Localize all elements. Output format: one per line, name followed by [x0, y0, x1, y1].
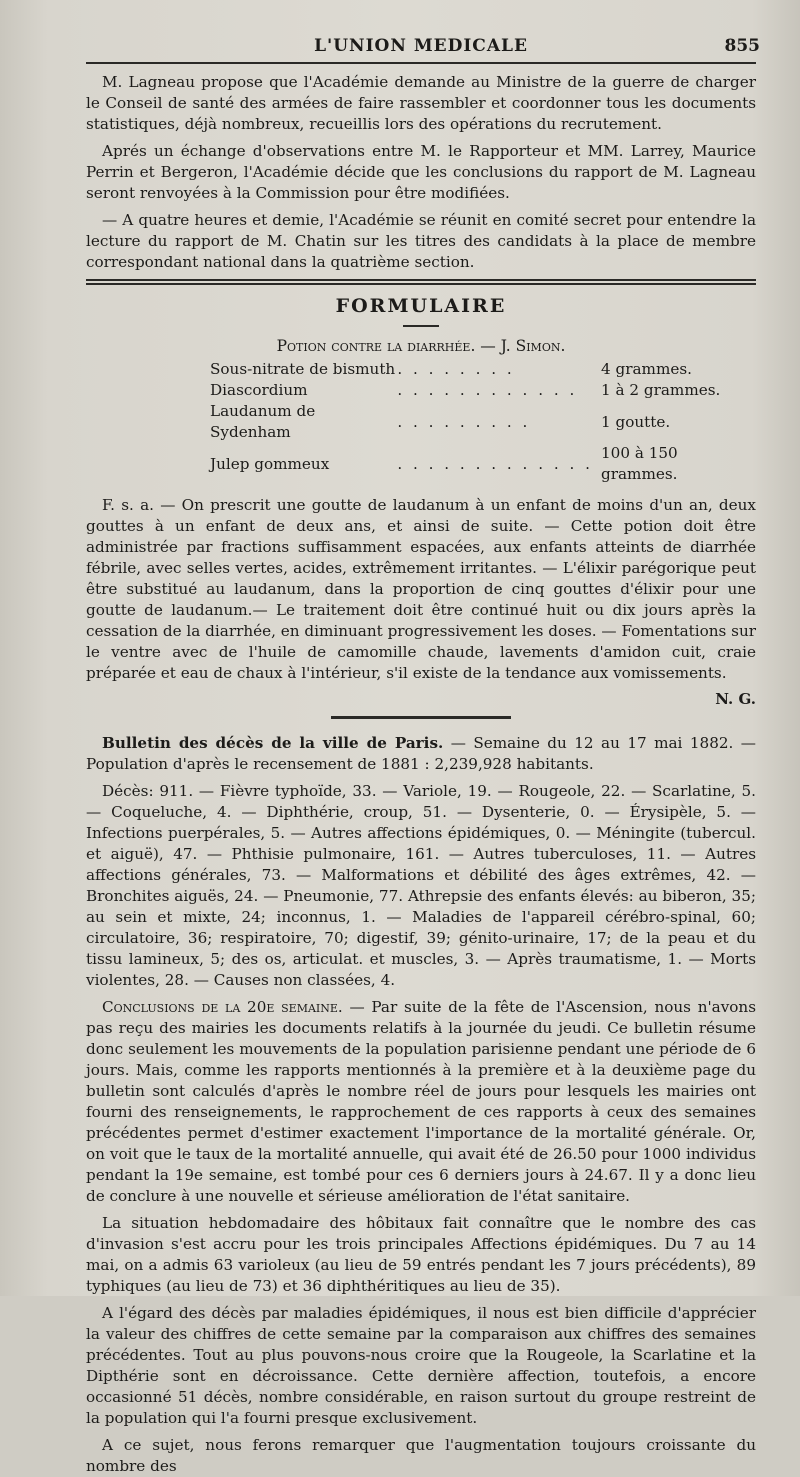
bulletin-heading	[86, 733, 756, 775]
epidemic-paragraph: A l'égard des décès par maladies épidémiques, il nous est bien difficile d'apprécier la valeur des chiffres de cette semaine par la comparaison aux chiffres des semaines précédentes. Tout au plus pouvons-nous croire que la Rougeole, la Scarlatine et la Dipthérie sont en décroissance. Cette dernière affection, toutefois, a encore occasionné 51 décès, nombre considérable, en raison surtout du groupe restreint de la population qui l'a fourni presque exclusivement.	[86, 1304, 756, 1427]
recipe-row	[210, 443, 756, 485]
ingredient: Diascordium	[210, 381, 308, 399]
intro-paragraph: M. Lagneau propose que l'Académie demande au Ministre de la guerre de charger le Conseil de santé des armées de faire rassembler et coordonner tous les documents statistiques, déjà nombreux, recueillis lors des opérations du recrutement.	[86, 73, 756, 133]
author-signature: N. G.	[715, 690, 756, 708]
ingredient: Julep gommeux	[210, 454, 330, 473]
leader-dots: . . . . . . . . . . . .	[397, 381, 578, 399]
closing-line: A ce sujet, nous ferons remarquer que l'augmentation toujours croissante du nombre des	[86, 1436, 756, 1475]
section-divider	[331, 716, 511, 719]
conclusions-paragraph	[86, 997, 756, 1207]
bulletin-subtitle: — Semaine du 12 au 17 mai 1882. — Population d'après le recensement de 1881 : 2,239,928 habitants.	[86, 734, 756, 773]
section-divider	[86, 279, 756, 285]
page-number: 855	[724, 36, 760, 56]
leader-dots: . . . . . . . .	[397, 360, 515, 378]
intro-paragraph: — A quatre heures et demie, l'Académie se réunit en comité secret pour entendre la lecture du rapport de M. Chatin sur les titres des candidats à la place de membre correspondant national dans la quatrième section.	[86, 211, 756, 271]
page-header	[86, 28, 760, 64]
hospital-paragraph: La situation hebdomadaire des hôbitaux fait connaître que le nombre des cas d'invasion s'est accru pour les trois principales Affections épidémiques. Du 7 au 14 mai, on a admis 63 varioleux (au lieu de 59 entrés pendant les 7 jours précédents), 89 typhiques (au lieu de 73) et 36 diphthéritiques au lieu de 35).	[86, 1214, 756, 1295]
recipe-row	[210, 359, 756, 380]
recipe-title: Potion contre la diarrhée. — J. Simon.	[276, 337, 566, 355]
intro-paragraph: Aprés un échange d'observations entre M. le Rapporteur et MM. Larrey, Maurice Perrin et Bergeron, l'Académie décide que les conclusions du rapport de M. Lagneau seront renvoyées à la Commission pour être modifiées.	[86, 142, 756, 202]
heading-rule	[403, 325, 439, 327]
bulletin-title: Bulletin des décès de la ville de Paris.	[102, 734, 444, 752]
recipe-instructions: F. s. a. — On prescrit une goutte de laudanum à un enfant de moins d'un an, deux gouttes à un enfant de deux ans, et ainsi de suite. — Cette potion doit être administrée par fractions suffisamment espacées, aux enfants atteints de diarrhée fébrile, avec selles vertes, acides, extrêmement irritantes. — L'élixir parégorique peut être substitué au laudanum, dans la proportion de cinq gouttes d'élixir pour une goutte de laudanum.— Le traitement doit être continué huit ou dix jours après la cessation de la diarrhée, en diminuant progressivement les doses. — Fomentations sur le ventre avec de l'huile de camomille chaude, lavements d'amidon cuit, craie préparée et eau de chaux à l'intérieur, s'il existe de la tendance aux vomissements.	[86, 496, 756, 682]
dose: 100 à 150 grammes.	[601, 444, 678, 483]
conclusions-text: — Par suite de la fête de l'Ascension, nous n'avons pas reçu des mairies les documents relatifs à la journée du jeudi. Ce bulletin résume donc seulement les mouvements de la population parisienne pendant une période de 6 jours. Mais, comme les rapports mentionnés à la première et à la deuxième page du bulletin sont calculés d'après le nombre réel de jours pour lesquels les mairies ont fourni des renseignements, le rapprochement de ces rapports à ceux des semaines précédentes permet d'estimer exactement l'importance de la mortalité générale. Or, on voit que le taux de la mortalité annuelle, qui avait été de 26.50 pour 1000 individus pendant la 19e semaine, est tombé pour ces 6 derniers jours à 24.67. Il y a donc lieu de conclure à une nouvelle et sérieuse amélioration de l'état sanitaire.	[86, 998, 757, 1205]
leader-dots: . . . . . . . . .	[397, 412, 531, 431]
ingredient: Sous-nitrate de bismuth	[210, 360, 396, 378]
recipe-row	[210, 380, 756, 401]
recipe-table	[210, 359, 756, 485]
dose: 1 goutte.	[601, 412, 671, 431]
recipe-row	[210, 401, 756, 443]
deaths-paragraph: Décès: 911. — Fièvre typhoïde, 33. — Variole, 19. — Rougeole, 22. — Scarlatine, 5. — Coqueluche, 4. — Diphthérie, croup, 51. — Dysenterie, 0. — Érysipèle, 5. — Infections puerpérales, 5. — Autres affections épidémiques, 0. — Méningite (tubercul. et aiguë), 47. — Phthisie pulmonaire, 161. — Autres tuberculoses, 11. — Autres affections générales, 73. — Malformations et débilité des âges extrêmes, 42. — Bronchites aiguës, 24. — Pneumonie, 77. Athrepsie des enfants élevés: au biberon, 35; au sein et mixte, 24; inconnus, 1. — Maladies de l'appareil cérébro-spinal, 60; circulatoire, 36; respiratoire, 70; digestif, 39; génito-urinaire, 17; de la peau et du tissu lamineux, 5; des os, articulat. et muscles, 3. — Après traumatisme, 1. — Morts violentes, 28. — Causes non classées, 4.	[86, 782, 756, 989]
dose: 1 à 2 grammes.	[601, 381, 721, 399]
ingredient: Laudanum de Sydenham	[210, 402, 316, 441]
running-title: L'UNION MEDICALE	[314, 36, 528, 56]
section-heading: FORMULAIRE	[335, 295, 507, 317]
conclusions-label: Conclusions de la 20e semaine.	[102, 998, 343, 1016]
leader-dots: . . . . . . . . . . . . .	[397, 454, 594, 473]
dose: 4 grammes.	[601, 360, 692, 378]
